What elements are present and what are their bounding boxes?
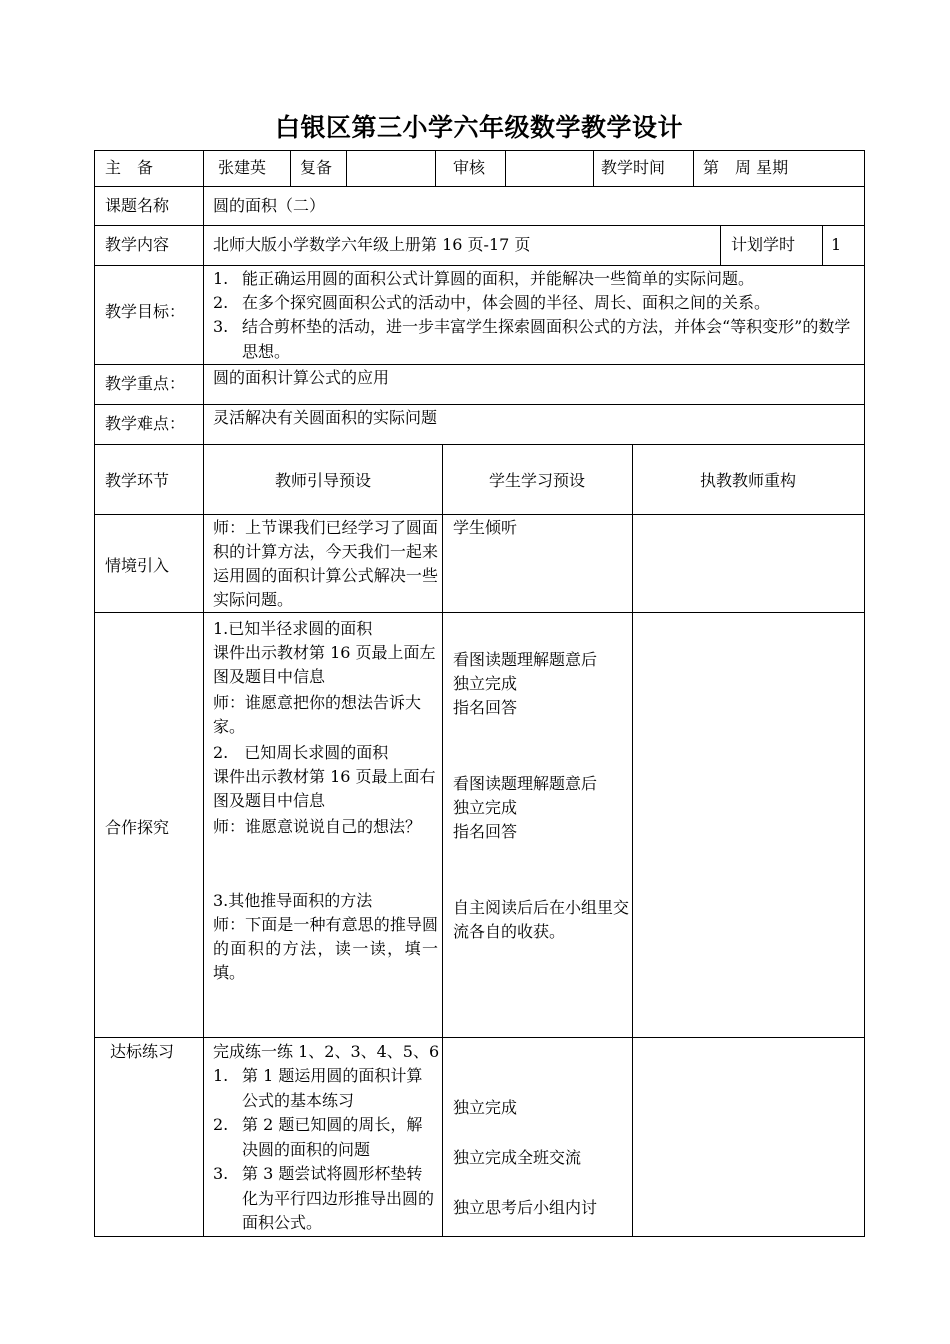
intro-teacher-text: 师：上节课我们已经学习了圆面积的计算方法，今天我们一起来运用圆的面积计算公式解决一些实际问题。 xyxy=(213,518,438,609)
table-line xyxy=(346,150,347,186)
practice-item-number: 3. xyxy=(213,1164,229,1183)
explore-student-line: 看图读题理解题意后 xyxy=(453,774,598,793)
explore-teacher-line: 课件出示教材第 16 页最上面右图及题目中信息 xyxy=(213,767,436,810)
table-line xyxy=(505,150,506,186)
table-line xyxy=(435,150,436,186)
table-line xyxy=(442,444,443,1237)
table-line xyxy=(822,225,823,265)
topic-label: 课题名称 xyxy=(105,196,170,215)
content-label: 教学内容 xyxy=(105,235,170,254)
practice-item-number: 1. xyxy=(213,1066,229,1085)
fubei-label: 复备 xyxy=(300,158,333,177)
key-point-value: 圆的面积计算公式的应用 xyxy=(213,368,390,387)
table-line xyxy=(94,150,865,151)
intro-student-text: 学生倾听 xyxy=(453,518,518,537)
key-point-label: 教学重点： xyxy=(105,374,186,393)
column-header-student: 学生学习预设 xyxy=(488,471,585,490)
column-header-teacher: 教师引导预设 xyxy=(274,471,371,490)
table-line xyxy=(94,514,865,515)
table-line xyxy=(94,404,865,405)
teaching-time-value: 第 周 星期 xyxy=(703,158,789,177)
practice-item-text: 第 3 题尝试将圆形杯垫转化为平行四边形推导出圆的面积公式。 xyxy=(242,1164,435,1232)
explore-student-line: 自主阅读后后在小组里交流各自的收获。 xyxy=(453,898,630,941)
shenhe-label: 审核 xyxy=(453,158,486,177)
goal-number: 3. xyxy=(213,317,229,336)
column-header-stage: 教学环节 xyxy=(105,471,170,490)
stage-explore: 合作探究 xyxy=(105,818,170,837)
practice-intro: 完成练一练 1、2、3、4、5、6 xyxy=(213,1042,440,1061)
teaching-time-label: 教学时间 xyxy=(601,158,666,177)
explore-teacher-line: 师：下面是一种有意思的推导圆的面积的方法，读一读，填一填。 xyxy=(213,915,438,982)
practice-student-line: 独立思考后小组内讨 xyxy=(453,1198,598,1217)
topic-value: 圆的面积（二） xyxy=(213,196,326,215)
planned-hours-label: 计划学时 xyxy=(731,235,796,254)
document-title: 白银区第三小学六年级数学教学设计 xyxy=(274,113,683,142)
table-line xyxy=(593,150,594,186)
practice-item-number: 2. xyxy=(213,1115,229,1134)
planned-hours-value: 1 xyxy=(831,235,842,254)
table-line xyxy=(290,150,291,186)
table-line xyxy=(94,150,95,1237)
explore-student-line: 看图读题理解题意后 xyxy=(453,650,598,669)
goal-number: 2. xyxy=(213,293,229,312)
explore-student-line: 独立完成 xyxy=(453,798,518,817)
explore-teacher-line: 1.已知半径求圆的面积 xyxy=(213,619,373,638)
practice-item-text: 第 2 题已知圆的周长，解决圆的面积的问题 xyxy=(242,1115,423,1159)
goal-text: 能正确运用圆的面积公式计算圆的面积，并能解决一些简单的实际问题。 xyxy=(242,269,755,288)
table-line xyxy=(720,225,721,265)
explore-teacher-line: 2. 已知周长求圆的面积 xyxy=(213,743,389,762)
table-line xyxy=(94,225,865,226)
table-line xyxy=(94,364,865,365)
goal-text: 在多个探究圆面积公式的活动中，体会圆的半径、周长、面积之间的关系。 xyxy=(242,293,771,312)
table-line xyxy=(94,186,865,187)
explore-student-line: 指名回答 xyxy=(453,822,518,841)
table-line xyxy=(693,150,694,186)
stage-intro: 情境引入 xyxy=(105,556,170,575)
table-line xyxy=(632,444,633,1237)
zhubei-label: 主 备 xyxy=(105,158,154,177)
content-value: 北师大版小学数学六年级上册第 16 页-17 页 xyxy=(213,235,531,254)
stage-practice: 达标练习 xyxy=(110,1042,175,1061)
explore-teacher-line: 3.其他推导面积的方法 xyxy=(213,891,373,910)
column-header-rebuild: 执教教师重构 xyxy=(699,471,796,490)
explore-teacher-line: 师：谁愿意把你的想法告诉大家。 xyxy=(213,693,422,736)
practice-student-line: 独立完成全班交流 xyxy=(453,1148,582,1167)
zhubei-value: 张建英 xyxy=(218,158,267,177)
table-line xyxy=(94,612,865,613)
goal-number: 1. xyxy=(213,269,229,288)
table-line xyxy=(94,444,865,445)
difficulty-value: 灵活解决有关圆面积的实际问题 xyxy=(213,408,438,427)
explore-teacher-line: 课件出示教材第 16 页最上面左图及题目中信息 xyxy=(213,643,436,686)
table-line xyxy=(864,150,865,1237)
table-line xyxy=(94,1236,865,1237)
difficulty-label: 教学难点： xyxy=(105,414,186,433)
explore-student-line: 指名回答 xyxy=(453,698,518,717)
explore-student-line: 独立完成 xyxy=(453,674,518,693)
practice-student-line: 独立完成 xyxy=(453,1098,518,1117)
practice-item-text: 第 1 题运用圆的面积计算公式的基本练习 xyxy=(242,1066,423,1110)
table-line xyxy=(94,1037,865,1038)
table-line xyxy=(203,150,204,1237)
goal-text: 结合剪杯垫的活动，进一步丰富学生探索圆面积公式的方法，并体会“等积变形”的数学思想。 xyxy=(242,317,851,361)
goals-label: 教学目标： xyxy=(105,302,186,321)
explore-teacher-line: 师：谁愿意说说自己的想法？ xyxy=(213,817,422,836)
table-line xyxy=(94,265,865,266)
